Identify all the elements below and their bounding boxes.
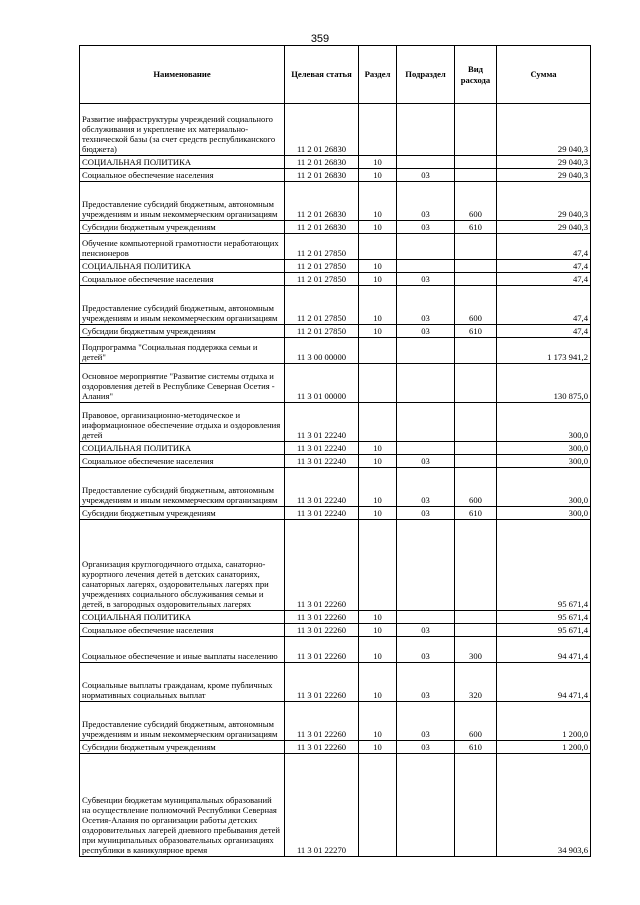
row-subsection [397,442,455,455]
row-name: Социальное обеспечение населения [80,273,285,286]
table-row [80,156,591,169]
row-article: 11 3 00 00000 [285,338,359,364]
row-subsection: 03 [397,624,455,637]
row-sum: 47,4 [497,286,591,325]
row-name: Предоставление субсидий бюджетным, автономным учреждениям и иным некоммерческим организациям [80,468,285,507]
row-article: 11 3 01 22260 [285,702,359,741]
row-name: Субсидии бюджетным учреждениям [80,325,285,338]
table-header-row [80,46,591,104]
row-subsection [397,104,455,156]
row-type: 610 [455,325,497,338]
row-section [359,754,397,857]
row-sum: 47,4 [497,260,591,273]
row-article: 11 3 01 22260 [285,520,359,611]
row-sum: 94 471,4 [497,663,591,702]
row-name: Социальное обеспечение населения [80,455,285,468]
row-sum: 29 040,3 [497,104,591,156]
row-section [359,403,397,442]
row-name: Субвенции бюджетам муниципальных образований на осуществление полномочий Республики Северная Осетия-Алания по организации работы детских оздоровительных лагерей дневного пребывания детей при муниципальных образовательных организациях республики в каникулярное время [80,754,285,857]
table-row [80,520,591,611]
row-type: 610 [455,221,497,234]
row-sum: 47,4 [497,273,591,286]
row-type [455,104,497,156]
row-subsection: 03 [397,325,455,338]
row-section: 10 [359,286,397,325]
row-section: 10 [359,442,397,455]
row-section: 10 [359,663,397,702]
table-row [80,260,591,273]
row-subsection [397,611,455,624]
row-section: 10 [359,507,397,520]
row-subsection: 03 [397,182,455,221]
row-section: 10 [359,325,397,338]
row-type [455,611,497,624]
row-sum: 1 200,0 [497,741,591,754]
row-section: 10 [359,468,397,507]
row-subsection: 03 [397,169,455,182]
row-section: 10 [359,637,397,663]
table-row [80,637,591,663]
row-sum: 300,0 [497,442,591,455]
row-type: 610 [455,741,497,754]
row-type: 600 [455,286,497,325]
header-expense-type: Вид расхода [455,46,497,104]
table-row [80,364,591,403]
table-row [80,325,591,338]
row-type [455,624,497,637]
table-row [80,221,591,234]
row-name: СОЦИАЛЬНАЯ ПОЛИТИКА [80,611,285,624]
row-subsection: 03 [397,468,455,507]
row-subsection [397,260,455,273]
row-name: Социальные выплаты гражданам, кроме публичных нормативных социальных выплат [80,663,285,702]
row-sum: 130 875,0 [497,364,591,403]
row-article: 11 3 01 22270 [285,754,359,857]
row-article: 11 2 01 26830 [285,156,359,169]
row-article: 11 3 01 22260 [285,611,359,624]
table-row [80,754,591,857]
row-article: 11 2 01 27850 [285,260,359,273]
row-sum: 29 040,3 [497,156,591,169]
row-name: Социальное обеспечение населения [80,169,285,182]
row-subsection [397,403,455,442]
row-article: 11 3 01 22240 [285,403,359,442]
row-article: 11 2 01 26830 [285,221,359,234]
row-type [455,455,497,468]
row-article: 11 3 01 22240 [285,455,359,468]
row-sum: 47,4 [497,234,591,260]
row-name: СОЦИАЛЬНАЯ ПОЛИТИКА [80,442,285,455]
row-sum: 29 040,3 [497,221,591,234]
row-sum: 300,0 [497,455,591,468]
row-sum: 95 671,4 [497,520,591,611]
table-row [80,663,591,702]
table-row [80,104,591,156]
table-row [80,403,591,442]
row-subsection [397,338,455,364]
budget-table [79,45,591,857]
row-subsection [397,234,455,260]
row-type [455,403,497,442]
row-type [455,260,497,273]
row-name: Правовое, организационно-методическое и информационное обеспечение отдыха и оздоровления детей [80,403,285,442]
row-subsection [397,156,455,169]
row-name: Подпрограмма "Социальная поддержка семьи и детей" [80,338,285,364]
row-name: Организация круглогодичного отдыха, санаторно-курортного лечения детей в детских санаториях, санаторных лагерях, оздоровительных лагерях при учреждениях социального обслуживания семьи и детей, в загородных оздоровительных лагерях [80,520,285,611]
row-name: Основное мероприятие "Развитие системы отдыха и оздоровления детей в Республике Северная Осетия - Алания" [80,364,285,403]
row-name: Обучение компьютерной грамотности неработающих пенсионеров [80,234,285,260]
table-row [80,702,591,741]
row-sum: 29 040,3 [497,182,591,221]
row-type: 600 [455,182,497,221]
row-article: 11 3 01 22260 [285,663,359,702]
row-name: Субсидии бюджетным учреждениям [80,741,285,754]
row-article: 11 2 01 26830 [285,182,359,221]
row-name: Социальное обеспечение и иные выплаты населению [80,637,285,663]
row-section: 10 [359,741,397,754]
row-section [359,338,397,364]
row-article: 11 2 01 26830 [285,169,359,182]
row-sum: 34 903,6 [497,754,591,857]
row-subsection: 03 [397,637,455,663]
row-type [455,520,497,611]
row-article: 11 2 01 27850 [285,325,359,338]
row-name: СОЦИАЛЬНАЯ ПОЛИТИКА [80,156,285,169]
row-section: 10 [359,156,397,169]
row-subsection: 03 [397,507,455,520]
row-type [455,169,497,182]
row-type: 610 [455,507,497,520]
row-subsection: 03 [397,663,455,702]
row-subsection: 03 [397,286,455,325]
table-row [80,169,591,182]
row-name: Предоставление субсидий бюджетным, автономным учреждениям и иным некоммерческим организациям [80,182,285,221]
row-type: 600 [455,468,497,507]
header-subsection: Подраздел [397,46,455,104]
table-row [80,286,591,325]
row-section [359,234,397,260]
header-sum: Сумма [497,46,591,104]
table-row [80,468,591,507]
row-subsection: 03 [397,455,455,468]
row-section [359,364,397,403]
row-sum: 95 671,4 [497,624,591,637]
row-section: 10 [359,624,397,637]
row-sum: 300,0 [497,468,591,507]
table-row [80,234,591,260]
header-name: Наименование [80,46,285,104]
row-article: 11 3 01 22240 [285,468,359,507]
table-row [80,273,591,286]
row-name: Субсидии бюджетным учреждениям [80,221,285,234]
row-name: Предоставление субсидий бюджетным, автономным учреждениям и иным некоммерческим организациям [80,286,285,325]
table-row [80,611,591,624]
row-sum: 95 671,4 [497,611,591,624]
row-sum: 29 040,3 [497,169,591,182]
row-type [455,338,497,364]
row-section: 10 [359,702,397,741]
table-row [80,182,591,221]
row-type [455,364,497,403]
row-section: 10 [359,221,397,234]
row-section: 10 [359,182,397,221]
row-article: 11 2 01 27850 [285,286,359,325]
row-article: 11 3 01 22260 [285,624,359,637]
row-name: Предоставление субсидий бюджетным, автономным учреждениям и иным некоммерческим организациям [80,702,285,741]
row-article: 11 3 01 22260 [285,741,359,754]
row-section: 10 [359,273,397,286]
row-article: 11 3 01 00000 [285,364,359,403]
table-row [80,741,591,754]
row-subsection [397,520,455,611]
row-type [455,754,497,857]
row-sum: 300,0 [497,403,591,442]
table-row [80,507,591,520]
row-sum: 94 471,4 [497,637,591,663]
row-type [455,442,497,455]
table-row [80,455,591,468]
header-article: Целевая статья [285,46,359,104]
row-article: 11 2 01 27850 [285,234,359,260]
row-type [455,156,497,169]
row-section: 10 [359,611,397,624]
row-subsection [397,364,455,403]
row-article: 11 3 01 22260 [285,637,359,663]
row-section [359,104,397,156]
row-article: 11 2 01 26830 [285,104,359,156]
header-section: Раздел [359,46,397,104]
row-subsection: 03 [397,702,455,741]
table-row [80,338,591,364]
row-name: Развитие инфраструктуры учреждений социального обслуживания и укрепление их материально-технической базы (за счет средств республиканского бюджета) [80,104,285,156]
page-number: 359 [310,33,330,45]
row-section [359,520,397,611]
row-subsection: 03 [397,741,455,754]
row-subsection: 03 [397,221,455,234]
row-type: 600 [455,702,497,741]
row-type [455,273,497,286]
row-section: 10 [359,169,397,182]
row-section: 10 [359,455,397,468]
table-row [80,624,591,637]
row-name: СОЦИАЛЬНАЯ ПОЛИТИКА [80,260,285,273]
row-article: 11 2 01 27850 [285,273,359,286]
row-sum: 300,0 [497,507,591,520]
row-type: 320 [455,663,497,702]
table-row [80,442,591,455]
row-name: Социальное обеспечение населения [80,624,285,637]
row-type [455,234,497,260]
row-subsection [397,754,455,857]
row-sum: 1 200,0 [497,702,591,741]
row-subsection: 03 [397,273,455,286]
row-type: 300 [455,637,497,663]
row-section: 10 [359,260,397,273]
row-sum: 47,4 [497,325,591,338]
row-article: 11 3 01 22240 [285,442,359,455]
row-article: 11 3 01 22240 [285,507,359,520]
row-name: Субсидии бюджетным учреждениям [80,507,285,520]
row-sum: 1 173 941,2 [497,338,591,364]
